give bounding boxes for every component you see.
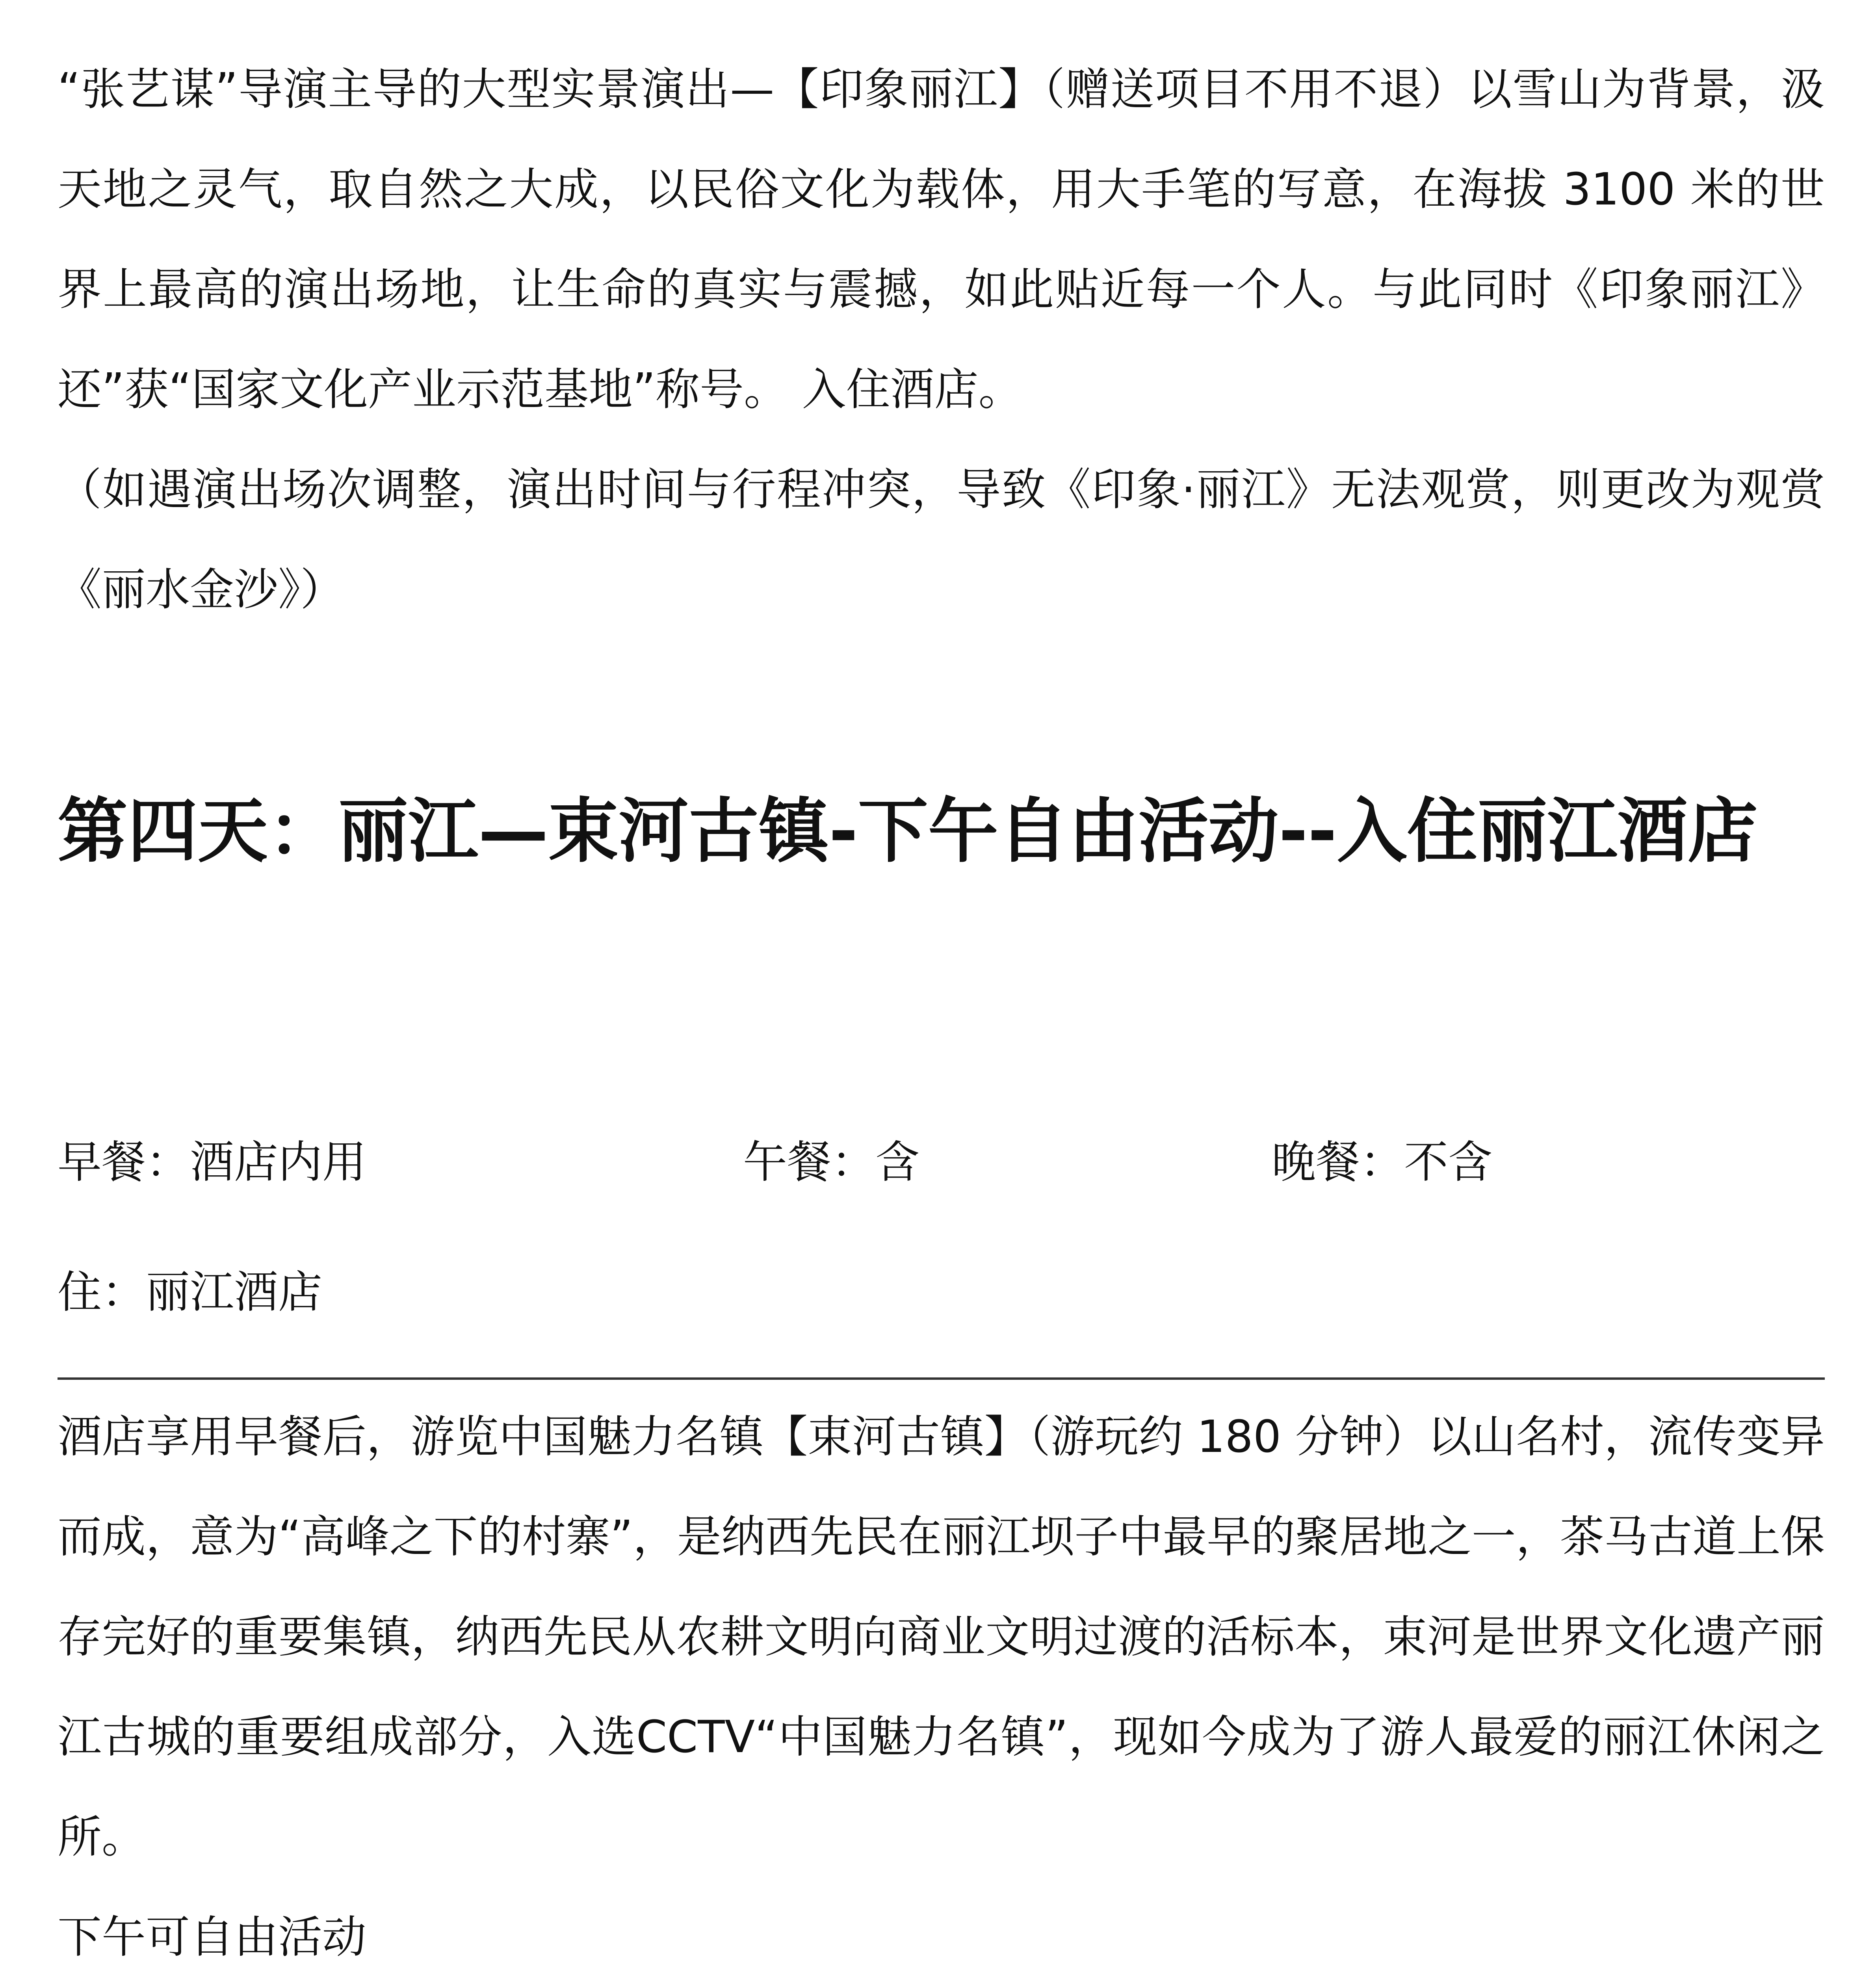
day4-meals-row xyxy=(58,1127,1825,1206)
day4-afternoon: 下午可自由活动 xyxy=(58,1912,366,1963)
day4-body xyxy=(58,1387,1825,1970)
itinerary-page xyxy=(58,0,1825,1970)
day4-dinner: 晚餐：不含 xyxy=(1272,1137,1492,1188)
intro-section xyxy=(58,39,1825,640)
day4-stay: 住：丽江酒店 xyxy=(58,1267,322,1318)
day4-divider xyxy=(58,1377,1825,1380)
intro-paragraph: “张艺谋”导演主导的大型实景演出—【印象丽江】（赠送项目不用不退）以雪山为背景，汲天地之灵气，取自然之大成，以民俗文化为载体，用大手笔的写意，在海拔 3100 米的世界上最高的演出场地，让生命的真实与震撼，如此贴近每一个人。与此同时《印象丽江》还”获“国家文化产业示范基地”称号。 入住酒店。 xyxy=(58,64,1825,415)
day4-lunch: 午餐：含 xyxy=(743,1137,919,1188)
day4-section xyxy=(58,741,1825,922)
intro-note: （如遇演出场次调整，演出时间与行程冲突，导致《印象·丽江》无法观赏，则更改为观赏《丽水金沙》） xyxy=(58,464,1825,615)
day4-title: 第四天：丽江—束河古镇-下午自由活动--入住丽江酒店 xyxy=(58,790,1758,872)
day4-description: 酒店享用早餐后，游览中国魅力名镇【束河古镇】（游玩约 180 分钟）以山名村，流传变异而成，意为“高峰之下的村寨”，是纳西先民在丽江坝子中最早的聚居地之一，茶马古道上保存完好的重要集镇，纳西先民从农耕文明向商业文明过渡的活标本，束河是世界文化遗产丽江古城的重要组成部分，入选CCTV“中国魅力名镇”，现如今成为了游人最爱的丽江休闲之所。 xyxy=(58,1411,1825,1863)
day4-breakfast: 早餐：酒店内用 xyxy=(58,1137,366,1188)
